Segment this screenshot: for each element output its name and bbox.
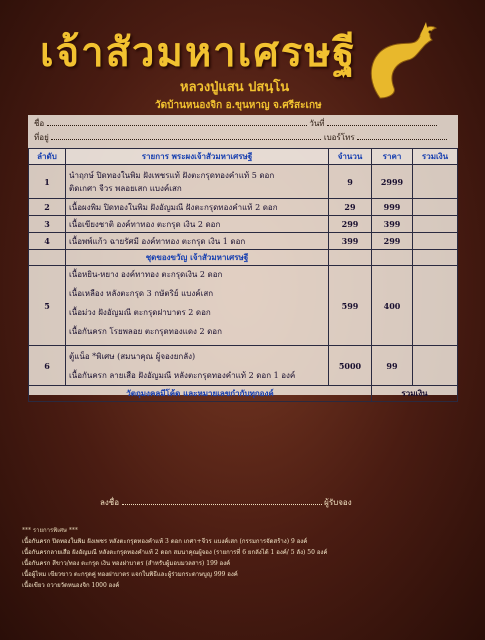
total-cell[interactable] bbox=[413, 233, 458, 250]
table-row: 5 เนื้อหยิน-หยาง องค์ทาทอง ตะกรุดเงิน 2 ดอก เนื้อเหลือง หลังตะกรุด 3 กษัตริย์ แบงค์เสก เนื้อม่วง ฝังอัญมณี ตะกรุดฝาบาตร 2 ดอก เนื้อกันครก โรยพลอย ตะกรุดทองแดง 2 ดอก 599 400 bbox=[29, 266, 458, 346]
col-total: รวมเงิน bbox=[413, 149, 458, 165]
total-cell[interactable] bbox=[413, 216, 458, 233]
footer-note: วัตถุมงคลมีโค้ด และหมายเลขกำกับทุกองค์ bbox=[29, 386, 372, 402]
date-field[interactable] bbox=[327, 117, 437, 126]
table-row: 6 ตู้แน็อ *พิเศษ (สมนาคุณ ผู้จองยกลัง) เนื้อกันครก ลายเสือ ฝังอัญมณี หลังตะกรุดทองคำแท้ 2 ดอก 1 องค์ 5000 99 bbox=[29, 346, 458, 386]
temple-name: วัดบ้านหนองจิก อ.ขุนหาญ จ.ศรีสะเกษ bbox=[155, 100, 322, 111]
grand-total-label: รวมเงิน bbox=[372, 386, 458, 402]
page-title: เจ้าสัวมหาเศรษฐี bbox=[40, 29, 357, 76]
name-row bbox=[34, 117, 437, 130]
footer-row bbox=[29, 386, 458, 402]
notes-title: *** รายการพิเศษ *** bbox=[22, 527, 78, 534]
table-row: 3 เนื้อเขียงชาติ องค์ทาทอง ตะกรุด เงิน 2 ดอก 299 399 bbox=[29, 216, 458, 233]
col-price: ราคา bbox=[372, 149, 413, 165]
name-field[interactable] bbox=[47, 117, 307, 126]
date-label: วันที่ bbox=[309, 119, 325, 128]
set-header-row bbox=[29, 250, 458, 266]
phone-field[interactable] bbox=[357, 131, 447, 140]
table-header-row bbox=[29, 149, 458, 165]
note-line: เนื้อกันครก ปิดทองในพิม ฝังเพชร หลังตะกรุดทองคำแท้ 3 ดอก เกศา+จีวร แบงค์เสก (กรรมการจัดสร้าง) 9 องค์ bbox=[22, 538, 308, 545]
name-label: ชื่อ bbox=[34, 119, 45, 128]
total-cell[interactable] bbox=[413, 199, 458, 216]
signature-field[interactable] bbox=[122, 496, 322, 505]
dragon-icon bbox=[360, 18, 440, 103]
table-row: 4 เนื้อพพ์แก้ว ฉายรัศมี องค์ทาทอง ตะกรุด เงิน 1 ดอก 399 299 bbox=[29, 233, 458, 250]
note-line: เนื้อกันครกลายเสือ ฝังอัญมณี หลังตะกรุดทองคำแท้ 2 ดอก สมนาคุณผู้จอง (รายการที่ 6 ยกลังได้ 1 องค์/ 5 ลัง) 50 องค์ bbox=[22, 549, 328, 556]
note-line: เนื้อเขียว ถวายวัดหนองจิก 1000 องค์ bbox=[22, 582, 120, 589]
total-cell[interactable] bbox=[413, 165, 458, 199]
set-header: ชุดของขวัญ เจ้าสัวมหาเศรษฐี bbox=[66, 250, 329, 266]
col-item: รายการ พระผงเจ้าสัวมหาเศรษฐี bbox=[66, 149, 329, 165]
total-cell[interactable] bbox=[413, 346, 458, 386]
address-label: ที่อยู่ bbox=[34, 133, 49, 142]
note-line: เนื้อผู้ไหม เขียวขาว ตะกรุดคู่ ทองฝาบาตร แจกในพิธีและผู้ร่วมกระดาษบูญ 999 องค์ bbox=[22, 571, 238, 578]
note-line: เนื้อกันครก สีขาว/ทอง ตะกรุด เงิน ทองฝาบาตร (สำหรับผู้มอบมวลสาร) 199 องค์ bbox=[22, 560, 231, 567]
order-table bbox=[28, 148, 458, 402]
table-row: 2 เนื้อผงพิม ปิดทองในพิม ฝังอัญมณี ฝังตะกรุดทองคำแท้ 2 ดอก 29 999 bbox=[29, 199, 458, 216]
col-qty: จำนวน bbox=[329, 149, 372, 165]
phone-label: เบอร์โทร bbox=[323, 133, 355, 142]
col-no: ลำดับ bbox=[29, 149, 66, 165]
total-cell[interactable] bbox=[413, 266, 458, 346]
monk-name: หลวงปู่แสน ปสนฺโน bbox=[180, 80, 290, 95]
special-notes bbox=[22, 525, 462, 591]
booker-label: ผู้รับจอง bbox=[324, 498, 352, 507]
sign-label: ลงชื่อ bbox=[100, 498, 120, 507]
table-row: 1 นำฤกษ์ ปิดทองในพิม ฝังเพชรแท้ ฝังตะกรุดทองคำแท้ 5 ดอก ติดเกศา จีวร พลอยเสก แบงค์เสก 9 2999 bbox=[29, 165, 458, 199]
address-row bbox=[34, 131, 447, 144]
signature-row bbox=[100, 496, 352, 509]
address-field[interactable] bbox=[51, 131, 321, 140]
